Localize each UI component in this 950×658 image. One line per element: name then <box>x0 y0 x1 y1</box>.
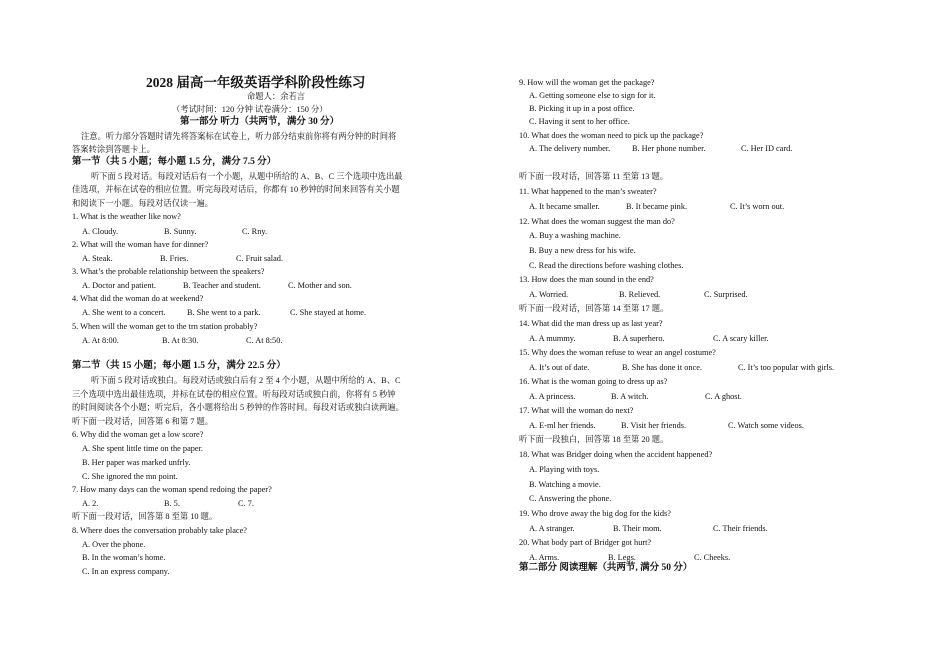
question-15: 15. Why does the woman refuse to wear an angel costume? <box>519 348 716 357</box>
q1-option-a: A. Cloudy. <box>82 227 119 236</box>
question-12: 12. What does the woman suggest the man do? <box>519 217 675 226</box>
question-8: 8. Where does the conversation probably take place? <box>72 526 247 535</box>
section2-intro-line3: 的时间阅读各个小题；听完后，各小题将给出 5 秒钟的作答时间。每段对话或独白读两遍。 <box>72 403 404 412</box>
q3-option-c: C. Mother and son. <box>288 281 352 290</box>
section1-intro-line2: 佳选项，并标在试卷的相应位置。听完每段对话后，你都有 10 秒钟的时间来回答有关小题 <box>72 185 400 194</box>
q15-option-c: C. It’s too popular with girls. <box>738 363 835 372</box>
q17-option-b: B. Visit her friends. <box>621 421 687 430</box>
q10-option-b: B. Her phone number. <box>632 144 706 153</box>
part1-notice-line2: 答案转涂到答题卡上。 <box>72 145 155 154</box>
q1-option-c: C. Rny. <box>242 227 268 236</box>
section1-heading: 第一节（共 5 小题；每小题 1.5 分，满分 7.5 分） <box>72 157 277 167</box>
q4-option-c: C. She stayed at home. <box>290 308 367 317</box>
q4-option-b: B. She went to a park. <box>187 308 261 317</box>
q14-option-c: C. A scary killer. <box>713 334 769 343</box>
q13-option-c: C. Surprised. <box>704 290 748 299</box>
q19-option-c: C. Their friends. <box>713 524 768 533</box>
q18-option-c: C. Answering the phone. <box>529 494 612 503</box>
section2-intro-line1: 听下面 5 段对话或独白。每段对话或独白后有 2 至 4 个小题，从题中所给的 A、B、C <box>91 376 401 385</box>
q16-option-b: B. A witch. <box>611 392 649 401</box>
q7-option-a: A. 2. <box>82 499 99 508</box>
q7-option-c: C. 7. <box>238 499 254 508</box>
q18-option-a: A. Playing with toys. <box>529 465 600 474</box>
part1-notice-line1: 注意。听力部分答题时请先将答案标在试卷上，听力部分结束前你将有两分钟的时间将 <box>81 132 397 141</box>
q17-option-c: C. Watch some videos. <box>728 421 804 430</box>
q16-option-c: C. A ghost. <box>705 392 742 401</box>
question-18: 18. What was Bridger doing when the accident happened? <box>519 450 713 459</box>
part1-heading: 第一部分 听力（共两节，满分 30 分） <box>180 117 340 127</box>
exam-title: 2028 届高一年级英语学科阶段性练习 <box>146 75 366 90</box>
q3-option-b: B. Teacher and student. <box>183 281 261 290</box>
part2-heading: 第二部分 阅读理解（共两节, 满分 50 分） <box>519 563 693 573</box>
q10-option-c: C. Her ID card. <box>741 144 793 153</box>
q18-option-b: B. Watching a movie. <box>529 480 601 489</box>
q8-option-a: A. Over the phone. <box>82 540 146 549</box>
question-10: 10. What does the woman need to pick up the package? <box>519 131 704 140</box>
q12-option-a: A. Buy a washing machine. <box>529 231 621 240</box>
question-14: 14. What did the man dress up as last year? <box>519 319 663 328</box>
q5-option-b: B. At 8:30. <box>162 336 199 345</box>
q10-option-a: A. The delivery number. <box>529 144 611 153</box>
q4-option-a: A. She went to a concert. <box>82 308 166 317</box>
q16-option-a: A. A princess. <box>529 392 576 401</box>
q2-option-a: A. Steak. <box>82 254 113 263</box>
q7-option-b: B. 5. <box>164 499 180 508</box>
q9-option-b: B. Picking it up in a post office. <box>529 104 635 113</box>
section2-intro-line2: 三个选项中选出最佳选项，并标在试卷的相应位置。听每段对话或独白前，你将有 5 秒钟 <box>72 390 396 399</box>
q11-option-a: A. It became smaller. <box>529 202 600 211</box>
q9-option-c: C. Having it sent to her office. <box>529 117 630 126</box>
dialogue-8-10-instruction: 听下面一段对话，回答第 8 至第 10 题。 <box>72 512 218 521</box>
q14-option-a: A. A mummy. <box>529 334 576 343</box>
q20-option-a: A. Arms. <box>529 553 560 562</box>
q2-option-b: B. Fries. <box>160 254 189 263</box>
section1-intro-line3: 和阅读下一小题。每段对话仅读一遍。 <box>72 199 214 208</box>
q12-option-c: C. Read the directions before washing clothes. <box>529 261 684 270</box>
question-7: 7. How many days can the woman spend redoing the paper? <box>72 485 272 494</box>
q3-option-a: A. Doctor and patient. <box>82 281 156 290</box>
dialogue-6-7-instruction: 听下面一段对话，回答第 6 和第 7 题。 <box>72 417 214 426</box>
q1-option-b: B. Sunny. <box>164 227 197 236</box>
question-2: 2. What will the woman have for dinner? <box>72 240 209 249</box>
q13-option-b: B. Relieved. <box>619 290 661 299</box>
q2-option-c: C. Fruit salad. <box>236 254 284 263</box>
q12-option-b: B. Buy a new dress for his wife. <box>529 246 636 255</box>
question-13: 13. How does the man sound in the end? <box>519 275 654 284</box>
question-16: 16. What is the woman going to dress up as? <box>519 377 668 386</box>
section1-intro-line1: 听下面 5 段对话。每段对话后有一个小题，从题中所给的 A、B、C 三个选项中选出最 <box>91 172 403 181</box>
q11-option-b: B. It became pink. <box>626 202 688 211</box>
q6-option-c: C. She ignored the mn point. <box>82 472 178 481</box>
q15-option-b: B. She has done it once. <box>622 363 702 372</box>
question-5: 5. When will the woman get to the trn station probably? <box>72 322 258 331</box>
dialogue-11-13-instruction: 听下面一段对话，回答第 11 至第 13 题。 <box>519 172 669 181</box>
q5-option-c: C. At 8:50. <box>246 336 283 345</box>
q6-option-a: A. She spent little time on the paper. <box>82 444 203 453</box>
q20-option-c: C. Cheeks. <box>694 553 731 562</box>
q13-option-a: A. Worried. <box>529 290 569 299</box>
q20-option-b: B. Legs. <box>608 553 636 562</box>
dialogue-14-17-instruction: 听下面一段对话，回答第 14 至第 17 题。 <box>519 304 669 313</box>
q8-option-c: C. In an express company. <box>82 567 170 576</box>
q19-option-a: A. A stranger. <box>529 524 575 533</box>
q9-option-a: A. Getting someone else to sign for it. <box>529 91 656 100</box>
q6-option-b: B. Her paper was marked unfrly. <box>82 458 191 467</box>
exam-info: （考试时间：120 分钟 试卷满分：150 分） <box>172 105 328 114</box>
question-17: 17. What will the woman do next? <box>519 406 634 415</box>
question-6: 6. Why did the woman get a low score? <box>72 430 204 439</box>
q8-option-b: B. In the woman’s home. <box>82 553 166 562</box>
question-19: 19. Who drove away the big dog for the kids? <box>519 509 671 518</box>
question-11: 11. What happened to the man’s sweater? <box>519 187 657 196</box>
section2-heading: 第二节（共 15 小题；每小题 1.5 分，满分 22.5 分） <box>72 361 286 371</box>
author-line: 命题人：余若言 <box>247 92 306 101</box>
question-20: 20. What body part of Bridger got hurt? <box>519 538 652 547</box>
q19-option-b: B. Their mom. <box>613 524 662 533</box>
question-4: 4. What did the woman do at weekend? <box>72 294 204 303</box>
question-3: 3. What’s the probable relationship between the speakers? <box>72 267 265 276</box>
q15-option-a: A. It’s out of date. <box>529 363 590 372</box>
question-1: 1. What is the weather like now? <box>72 212 181 221</box>
q11-option-c: C. It’s worn out. <box>730 202 785 211</box>
q5-option-a: A. At 8:00. <box>82 336 119 345</box>
q14-option-b: B. A superhero. <box>613 334 665 343</box>
monologue-18-20-instruction: 听下面一段独白，回答第 18 至第 20 题。 <box>519 435 669 444</box>
q17-option-a: A. E-ml her friends. <box>529 421 596 430</box>
question-9: 9. How will the woman get the package? <box>519 78 655 87</box>
